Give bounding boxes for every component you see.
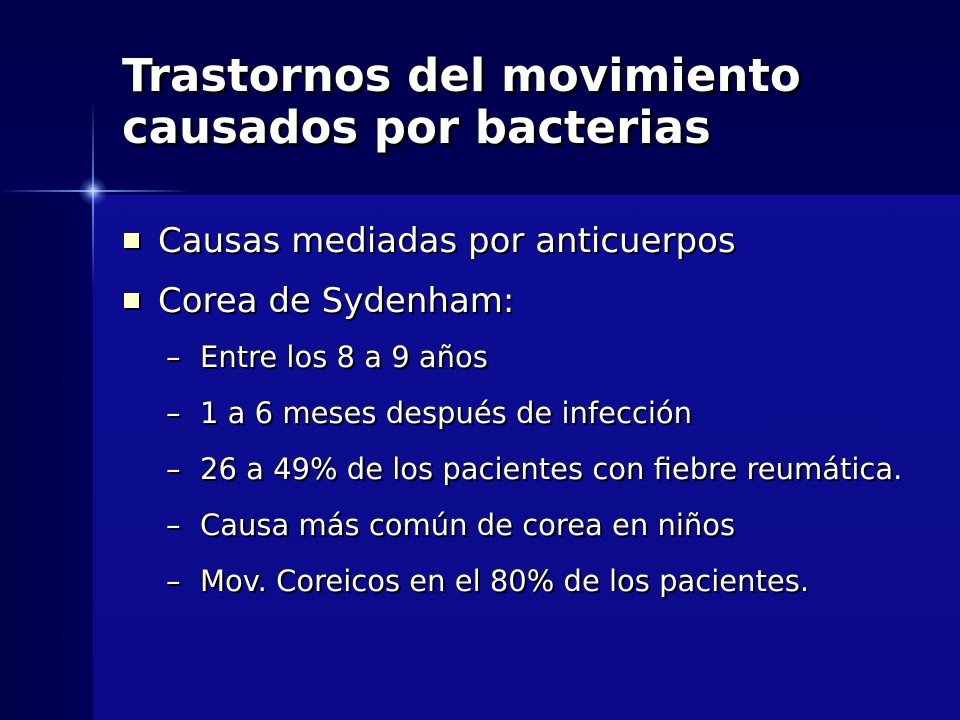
bullet-text: Causas mediadas por anticuerpos (158, 221, 736, 261)
slide-title-line-1: Trastornos del movimiento (122, 49, 801, 102)
sub-bullet-item (122, 508, 922, 542)
sub-bullet-item (122, 564, 922, 598)
dash-marker: – (166, 340, 181, 374)
bullet-text: Corea de Sydenham: (158, 281, 515, 321)
sub-bullet-text: Entre los 8 a 9 años (200, 340, 488, 374)
bullet-list (122, 220, 922, 620)
dash-marker: – (166, 452, 181, 486)
dash-marker: – (166, 508, 181, 542)
square-bullet-icon (124, 233, 139, 248)
sub-bullet-text: Causa más común de corea en niños (200, 508, 736, 542)
sub-bullet-text: 26 a 49% de los pacientes con fiebre reumática. (200, 452, 903, 486)
sub-bullet-item (122, 452, 922, 486)
sub-bullet-text: 1 a 6 meses después de infección (200, 396, 693, 430)
bullet-item (122, 280, 922, 322)
slide-title (122, 50, 922, 154)
dash-marker: – (166, 564, 181, 598)
sub-bullet-item (122, 396, 922, 430)
sub-bullet-text: Mov. Coreicos en el 80% de los pacientes. (200, 564, 810, 598)
dash-marker: – (166, 396, 181, 430)
sub-bullet-item (122, 340, 922, 374)
slide-title-line-2: causados por bacterias (122, 101, 711, 154)
bullet-item (122, 220, 922, 262)
decorative-star-glow (78, 176, 108, 206)
square-bullet-icon (124, 293, 139, 308)
